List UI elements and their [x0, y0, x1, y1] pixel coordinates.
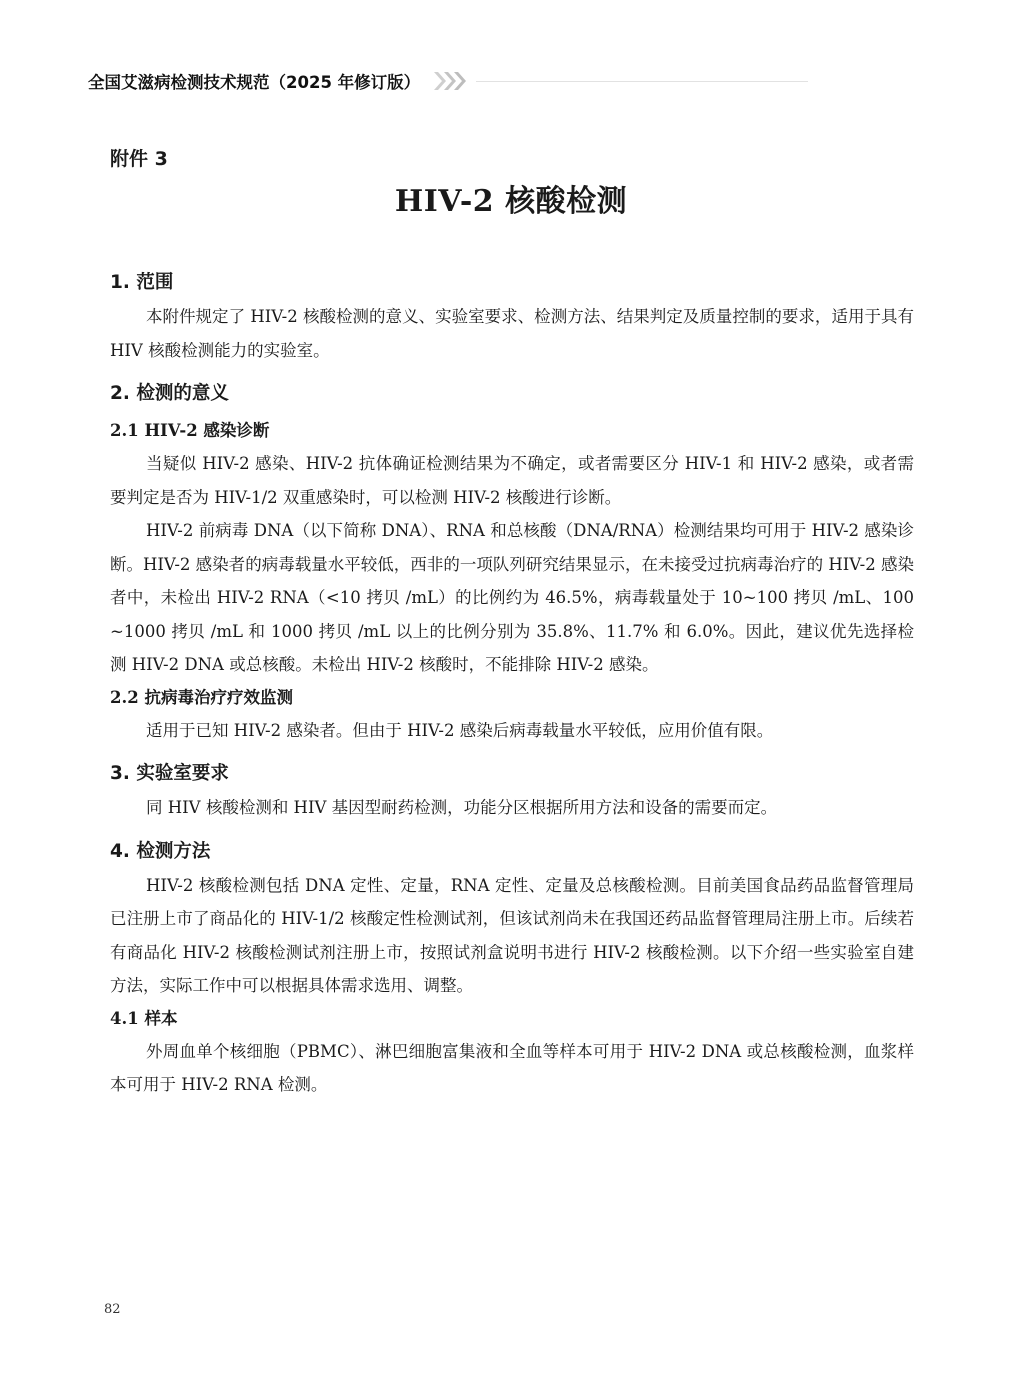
section-heading: 1. 范围 — [110, 272, 174, 293]
triple-chevron-right-icon — [434, 70, 468, 92]
section-heading: 2. 检测的意义 — [110, 383, 229, 404]
page-number: 82 — [104, 1302, 121, 1317]
subsection-heading: 2.1 HIV-2 感染诊断 — [110, 421, 270, 440]
subsection-heading: 4.1 样本 — [110, 1008, 178, 1028]
page-title: HIV-2 核酸检测 — [394, 184, 628, 219]
running-title: 全国艾滋病检测技术规范（2025 年修订版） — [88, 73, 421, 92]
header-rule — [476, 81, 808, 82]
document-body — [110, 266, 914, 1102]
section-heading: 4. 检测方法 — [110, 840, 211, 862]
paragraph: HIV-2 前病毒 DNA（以下简称 DNA）、RNA 和总核酸（DNA/RNA）检测结果均可用于 HIV-2 感染诊断。HIV-2 感染者的病毒载量水平较低，西非的一项队列研究结果显示，在未接受过抗病毒治疗的 HIV-2 感染者中，未检出 HIV-2 RNA（<10 拷贝 /mL）的比例约为 46.5%，病毒载量处于 10~100 拷贝 /mL、100 ~1000 拷贝 /mL 和 1000 拷贝 /mL 以上的比例分别为 35.8%、11.7% 和 6.0%。因此，建议优先选择检测 HIV-2 DNA 或总核酸。未检出 HIV-2 核酸时，不能排除 HIV-2 感染。 — [110, 521, 914, 674]
section-heading: 3. 实验室要求 — [110, 763, 229, 784]
running-header — [88, 66, 808, 96]
paragraph: 适用于已知 HIV-2 感染者。但由于 HIV-2 感染后病毒载量水平较低，应用价值有限。 — [146, 720, 774, 740]
subsection-heading: 2.2 抗病毒治疗疗效监测 — [110, 687, 293, 707]
attachment-label: 附件 3 — [110, 148, 168, 170]
paragraph: 同 HIV 核酸检测和 HIV 基因型耐药检测，功能分区根据所用方法和设备的需要而定。 — [146, 798, 778, 817]
paragraph: 本附件规定了 HIV-2 核酸检测的意义、实验室要求、检测方法、结果判定及质量控制的要求，适用于具有 HIV 核酸检测能力的实验室。 — [110, 307, 914, 360]
paragraph: 当疑似 HIV-2 感染、HIV-2 抗体确证检测结果为不确定，或者需要区分 HIV-1 和 HIV-2 感染，或者需要判定是否为 HIV-1/2 双重感染时，可以检测 HIV-2 核酸进行诊断。 — [110, 454, 914, 507]
paragraph: 外周血单个核细胞（PBMC）、淋巴细胞富集液和全血等样本可用于 HIV-2 DNA 或总核酸检测，血浆样本可用于 HIV-2 RNA 检测。 — [110, 1041, 914, 1094]
paragraph: HIV-2 核酸检测包括 DNA 定性、定量，RNA 定性、定量及总核酸检测。目前美国食品药品监督管理局已注册上市了商品化的 HIV-1/2 核酸定性检测试剂，但该试剂尚未在我国还药品监督管理局注册上市。后续若有商品化 HIV-2 核酸检测试剂注册上市，按照试剂盒说明书进行 HIV-2 核酸检测。以下介绍一些实验室自建方法，实际工作中可以根据具体需求选用、调整。 — [110, 875, 914, 995]
